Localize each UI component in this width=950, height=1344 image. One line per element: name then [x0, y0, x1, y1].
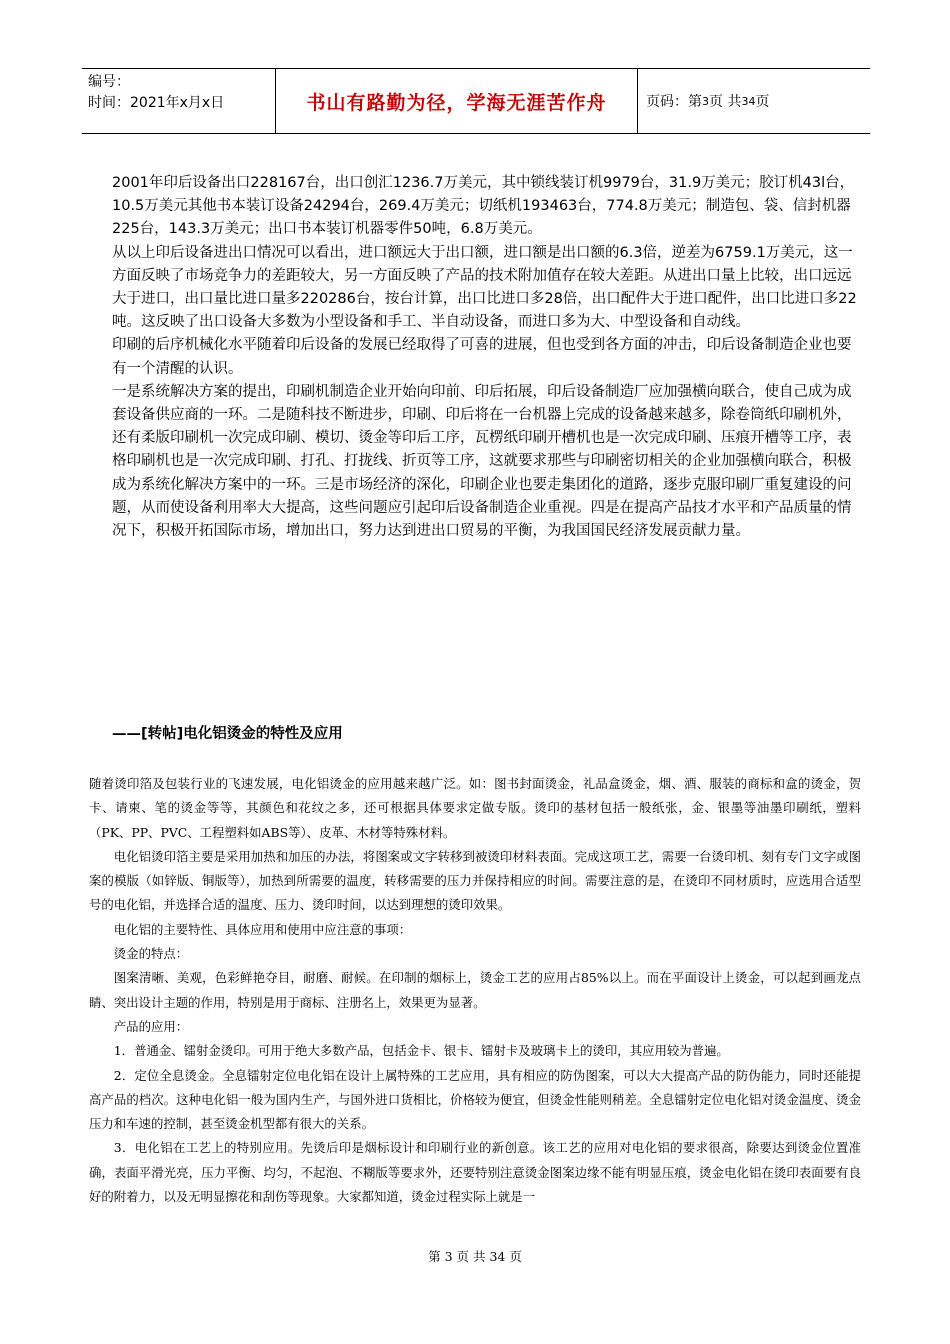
header-meta: [82, 69, 276, 133]
paragraph: 一是系统解决方案的提出，印刷机制造企业开始向印前、印后拓展，印后设备制造厂应加强横向联合，使自己成为成套设备供应商的一环。二是随科技不断进步，印刷、印后将在一台机器上完成的设备越来越多，除卷筒纸印刷机外，还有柔版印刷机一次完成印刷、模切、烫金等印后工序，瓦楞纸印刷开槽机也是一次完成印刷、压痕开槽等工序，表格印刷机也是一次完成印刷、打孔、打拢线、折页等工序，这就要求那些与印刷密切相关的企业加强横向联合，积极成为系统化解决方案中的一环。三是市场经济的深化，印刷企业也要走集团化的道路，逐步克服印刷厂重复建设的问题，从而使设备利用率大大提高，这些问题应引起印后设备制造企业重视。四是在提高产品技才水平和产品质量的情况下，积极开拓国际市场，增加出口，努力达到进出口贸易的平衡，为我国国民经济发展贡献力量。: [112, 383, 852, 540]
header-page-info: [638, 69, 870, 133]
page-total: 34: [741, 94, 756, 108]
page-mid: 页 共: [709, 94, 742, 110]
paragraph: 3．电化铝在工艺上的特别应用。先烫后印是烟标设计和印刷行业的新创意。该工艺的应用对电化铝的要求很高，除要达到烫金位置准确，表面平滑光亮，压力平衡、均匀，不起泡、不糊版等要求外，还要特别注意烫金图案边缘不能有明显压痕，烫金电化铝在烫印表面要有良好的附着力，以及无明显擦花和刮伤等现象。大家都知道，烫金过程实际上就是一: [89, 1140, 861, 1205]
paragraph: 烫金的特点：: [113, 946, 189, 962]
page-header: [82, 68, 870, 134]
paragraph: 印刷的后序机械化水平随着印后设备的发展已经取得了可喜的进展，但也受到各方面的冲击，印后设备制造企业也要有一个清醒的认识。: [112, 337, 852, 377]
paragraph: 图案清晰、美观，色彩鲜艳夺目，耐磨、耐候。在印制的烟标上，烫金工艺的应用占85%以上。而在平面设计上烫金，可以起到画龙点睛、突出设计主题的作用，特别是用于商标、注册名上，效果更为显著。: [89, 970, 861, 1010]
page-label: 页码：第: [646, 94, 702, 110]
section-title: ——[转帖]电化铝烫金的特性及应用: [112, 726, 343, 742]
time-label: 时间：2021年x月x日: [88, 95, 225, 111]
paragraph: 2．定位全息烫金。全息镭射定位电化铝在设计上属特殊的工艺应用，具有相应的防伪图案，可以大大提高产品的防伪能力，同时还能提高产品的档次。这种电化铝一般为国内生产，与国外进口货相比，价格较为便宜，但烫金性能则稍差。全息镭射定位电化铝对烫金温度、烫金压力和车速的控制，甚至烫金机型都有很大的关系。: [89, 1067, 861, 1132]
paragraph: 2001年印后设备出口228167台，出口创汇1236.7万美元，其中锁线装订机9979台，31.9万美元；胶订机43l台，10.5万美元其他书本装订设备24294台，269.4万美元；切纸机193463台，774.8万美元；制造包、袋、信封机器225台，143.3万美元；出口书本装订机器零件50吨，6.8万美元。: [112, 175, 855, 238]
paragraph: 随着烫印箔及包装行业的飞速发展，电化铝烫金的应用越来越广泛。如：图书封面烫金，礼品盒烫金，烟、酒、服装的商标和盒的烫金，贺卡、请柬、笔的烫金等等，其颜色和花纹之多，还可根据具体要求定做专版。烫印的基材包括一般纸张，金、银墨等油墨印刷纸，塑料（PK、PP、PVC、工程塑料如ABS等）、皮革、木材等特殊材料。: [89, 776, 861, 840]
motto: 书山有路勤为径，学海无涯苦作舟: [306, 91, 607, 114]
paragraph: 产品的应用：: [113, 1018, 189, 1034]
body-section-2: [89, 772, 861, 1209]
paragraph: 电化铝烫印箔主要是采用加热和加压的办法，将图案或文字转移到被烫印材料表面。完成这项工艺，需要一台烫印机、刻有专门文字或图案的模版（如锌版、铜版等），加热到所需要的温度，转移需要的压力并保持相应的时间。需要注意的是，在烫印不同材质时，应选用合适型号的电化铝，并选择合适的温度、压力、烫印时间，以达到理想的烫印效果。: [89, 848, 861, 913]
body-section-1: [112, 172, 860, 543]
page-number: 3: [702, 94, 709, 108]
header-motto-cell: [276, 69, 638, 133]
page-end: 页: [755, 94, 770, 110]
paragraph: 从以上印后设备进出口情况可以看出，进口额远大于出口额，进口额是出口额的6.3倍，逆差为6759.1万美元，这一方面反映了市场竞争力的差距较大，另一方面反映了产品的技术附加值存在较大差距。从进出口量上比较，出口远远大于进口，出口量比进口量多220286台，按台计算，出口比进口多28倍，出口配件大于进口配件，出口比进口多22吨。这反映了出口设备大多数为小型设备和手工、半自动设备，而进口多为大、中型设备和自动线。: [112, 244, 857, 331]
page-footer: 第 3 页 共 34 页: [428, 1249, 522, 1264]
paragraph: 电化铝的主要特性、具体应用和使用中应注意的事项：: [113, 921, 412, 937]
paragraph: 1．普通金、镭射金烫印。可用于绝大多数产品，包括金卡、银卡、镭射卡及玻璃卡上的烫印，其应用较为普遍。: [113, 1043, 729, 1059]
code-label: 编号：: [88, 74, 130, 90]
